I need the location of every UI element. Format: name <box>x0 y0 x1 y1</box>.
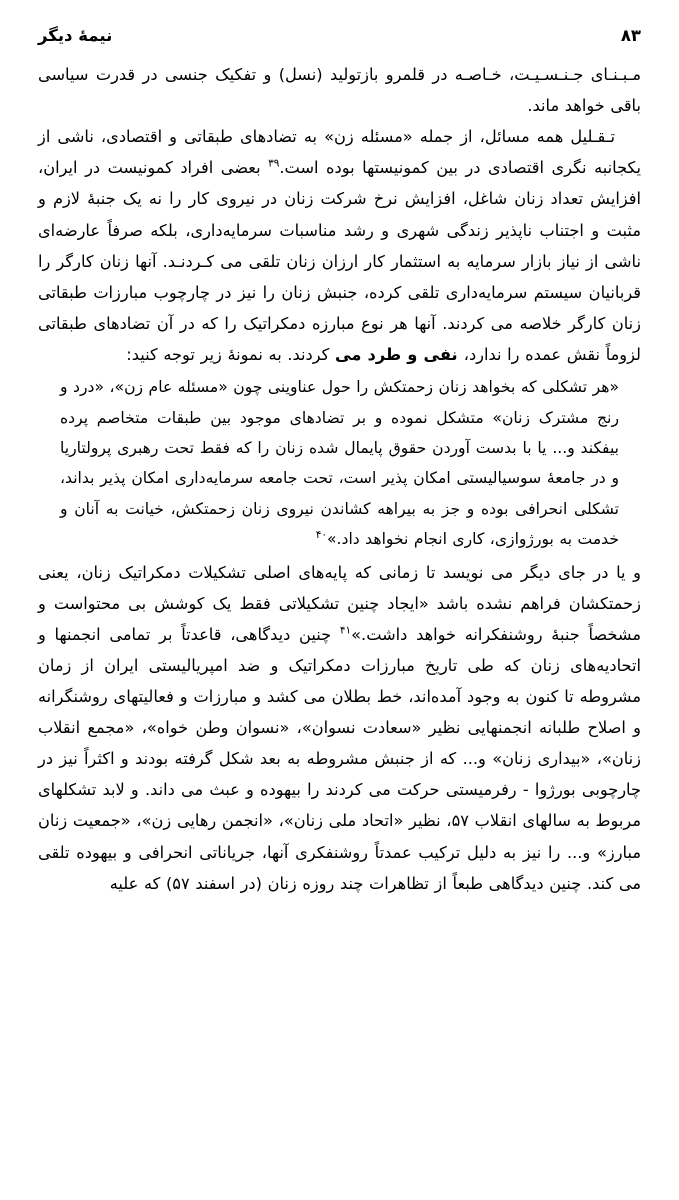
block-quote-1-text: «هر تشکلی که بخواهد زنان زحمتکش را حول عناوینی چون «مسئله عام زن»، «درد و رنج مشترک زنان» متشکل نموده و بر تضادهای موجود بین طبقات متخاصم پرده بیفکند و... یا با بدست آوردن حقوق پایمال شده زنان را که فقط تحت رهبری پرولتاریا و در جامعهٔ سوسیالیستی امکان پذیر است، تحت جامعه سرمایه‌داری امکان پذیر بداند، تشکلی انحرافی بوده و جز به بیراهه کشاندن نیروی زنان زحمتکش، خیانت به آنان و خدمت به بورژوازی، کاری انجام نخواهد داد.» <box>60 378 619 549</box>
paragraph-1-text: مـبـنـای جـنـسـیـت، خـاصـه در قلمرو بازتولید (نسل) و تفکیک جنسی در قدرت سیاسی باقی خواهد ماند. <box>38 65 641 116</box>
footnote-marker-39: ۳۹ <box>268 157 280 170</box>
paragraph-2-part-b: بعضی افراد کمونیست در ایران، افزایش تعداد زنان شاغل، افزایش نرخ شرکت زنان در نیروی کار را نه یک جنبهٔ لازم و مثبت و اجتناب ناپذیر زندگی شهری و رشد مناسبات سرمایه‌داری، بلکه صرفاً عارضه‌ای ناشی از نیاز بازار سرمایه به استثمار کار ارزان زنان تلقی می کـردنـد. آنها زنان کارگر را قربانیان سیستم سرمایه‌داری تلقی کرده، جنبش زنان را نیز در چارچوب مبارزات طبقاتی زنان کارگر خلاصه می کردند. آنها هر نوع مبارزه دمکراتیک را که در آن تضادهای طبقاتی لزوماً نقش عمده را ندارد، <box>38 158 641 364</box>
footnote-marker-40: ۴۰ <box>315 528 327 541</box>
page-body <box>38 59 641 899</box>
block-quote-1 <box>38 372 641 554</box>
paragraph-1 <box>38 59 641 121</box>
book-title: نیمهٔ دیگر <box>38 26 113 45</box>
page-header <box>38 26 641 45</box>
paragraph-3 <box>38 557 641 899</box>
paragraph-2-emphasis: نفی و طرد می <box>335 344 464 364</box>
paragraph-3-part-b: چنین دیدگاهی، قاعدتاً بر تمامی انجمنها و اتحادیه‌های زنان که طی تاریخ مبارزات دمکراتیک و ضد امپریالیستی ایران از زمان مشروطه تا کنون به وجود آمده‌اند، خط بطلان می کشد و مبارزات و فعالیتهای روشنگرانه و اصلاح طلبانه انجمنهایی نظیر «سعادت نسوان»، «نسوان وطن خواه»، «مجمع انقلاب زنان»، «بیداری زنان» و... که از جنبش مشروطه به بعد شکل گرفته بودند و اکثراً نیز در چارچوبی بورژوا - رفرمیستی حرکت می کردند را بیهوده و عبث می داند. و لابد تشکلهای مربوط به سالهای انقلاب ۵۷، نظیر «اتحاد ملی زنان»، «انجمن رهایی زن»، «جمعیت زنان مبارز» و... را نیز به دلیل ترکیب عمدتاً روشنفکری آنها، جریاناتی انحرافی و بیهوده تلقی می کند. چنین دیدگاهی طبعاً از تظاهرات چند روزه زنان (در اسفند ۵۷) که علیه <box>38 624 641 893</box>
paragraph-2-part-a: تـقـلیل همه مسائل، از جمله «مسئله زن» به تضادهای طبقاتی و اقتصادی، ناشی از یکجانبه نگری اقتصادی در بین کمونیستها بوده است. <box>38 127 641 178</box>
paragraph-2-part-c: کردند. به نمونهٔ زیر توجه کنید: <box>126 344 335 364</box>
footnote-marker-41: ۴۱ <box>339 624 352 637</box>
paragraph-3-part-a: و یا در جای دیگر می نویسد تا زمانی که پایه‌های اصلی تشکیلات دمکراتیک زنان، یعنی زحمتکشان فراهم نشده باشد «ایجاد چنین تشکیلاتی فقط یک کوشش بی محتواست و مشخصاً جنبهٔ روشنفکرانه خواهد داشت.» <box>38 562 641 644</box>
page-number: ۸۳ <box>620 26 641 45</box>
paragraph-2 <box>38 121 641 370</box>
